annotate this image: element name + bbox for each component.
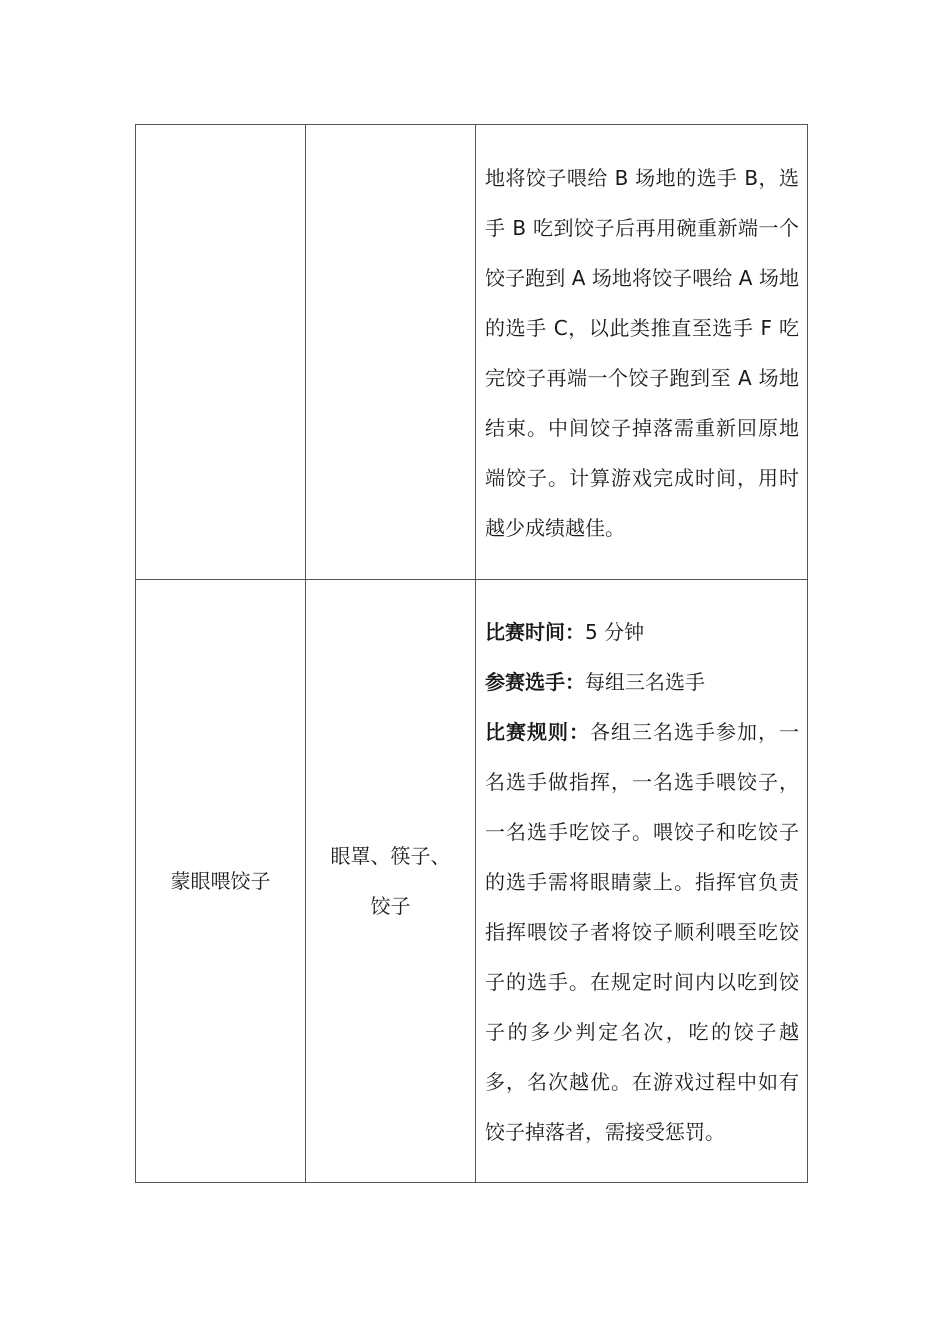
game-description-cell <box>476 125 808 580</box>
players-label: 参赛选手： <box>485 670 585 694</box>
game-name-cell <box>136 125 306 580</box>
game-time-line <box>485 607 799 657</box>
rules-value: 各组三名选手参加，一名选手做指挥，一名选手喂饺子，一名选手吃饺子。喂饺子和吃饺子的选手需将眼睛蒙上。指挥官负责指挥喂饺子者将饺子顺利喂至吃饺子的选手。在规定时间内以吃到饺子的多少判定名次，吃的饺子越多，名次越优。在游戏过程中如有饺子掉落者，需接受惩罚。 <box>485 720 799 1144</box>
game-rules-line <box>485 707 799 1157</box>
props-line: 饺子 <box>370 894 411 918</box>
game-name-cell: 蒙眼喂饺子 <box>136 580 306 1183</box>
game-props-cell <box>306 125 476 580</box>
game-players-line <box>485 657 799 707</box>
table-row <box>136 125 808 580</box>
game-description-cell <box>476 580 808 1183</box>
time-label: 比赛时间： <box>485 620 585 644</box>
props-line: 眼罩、筷子、 <box>330 844 451 868</box>
game-description-text: 地将饺子喂给 B 场地的选手 B，选手 B 吃到饺子后再用碗重新端一个饺子跑到 A 场地将饺子喂给 A 场地的选手 C，以此类推直至选手 F 吃完饺子再端一个饺子跑到至 A 场地结束。中间饺子掉落需重新回原地端饺子。计算游戏完成时间，用时越少成绩越佳。 <box>485 166 799 540</box>
rules-label: 比赛规则： <box>485 720 590 744</box>
players-value: 每组三名选手 <box>585 670 705 694</box>
games-table <box>135 124 808 1183</box>
table-row <box>136 580 808 1183</box>
game-props-cell <box>306 580 476 1183</box>
time-value: 5 分钟 <box>585 620 645 644</box>
